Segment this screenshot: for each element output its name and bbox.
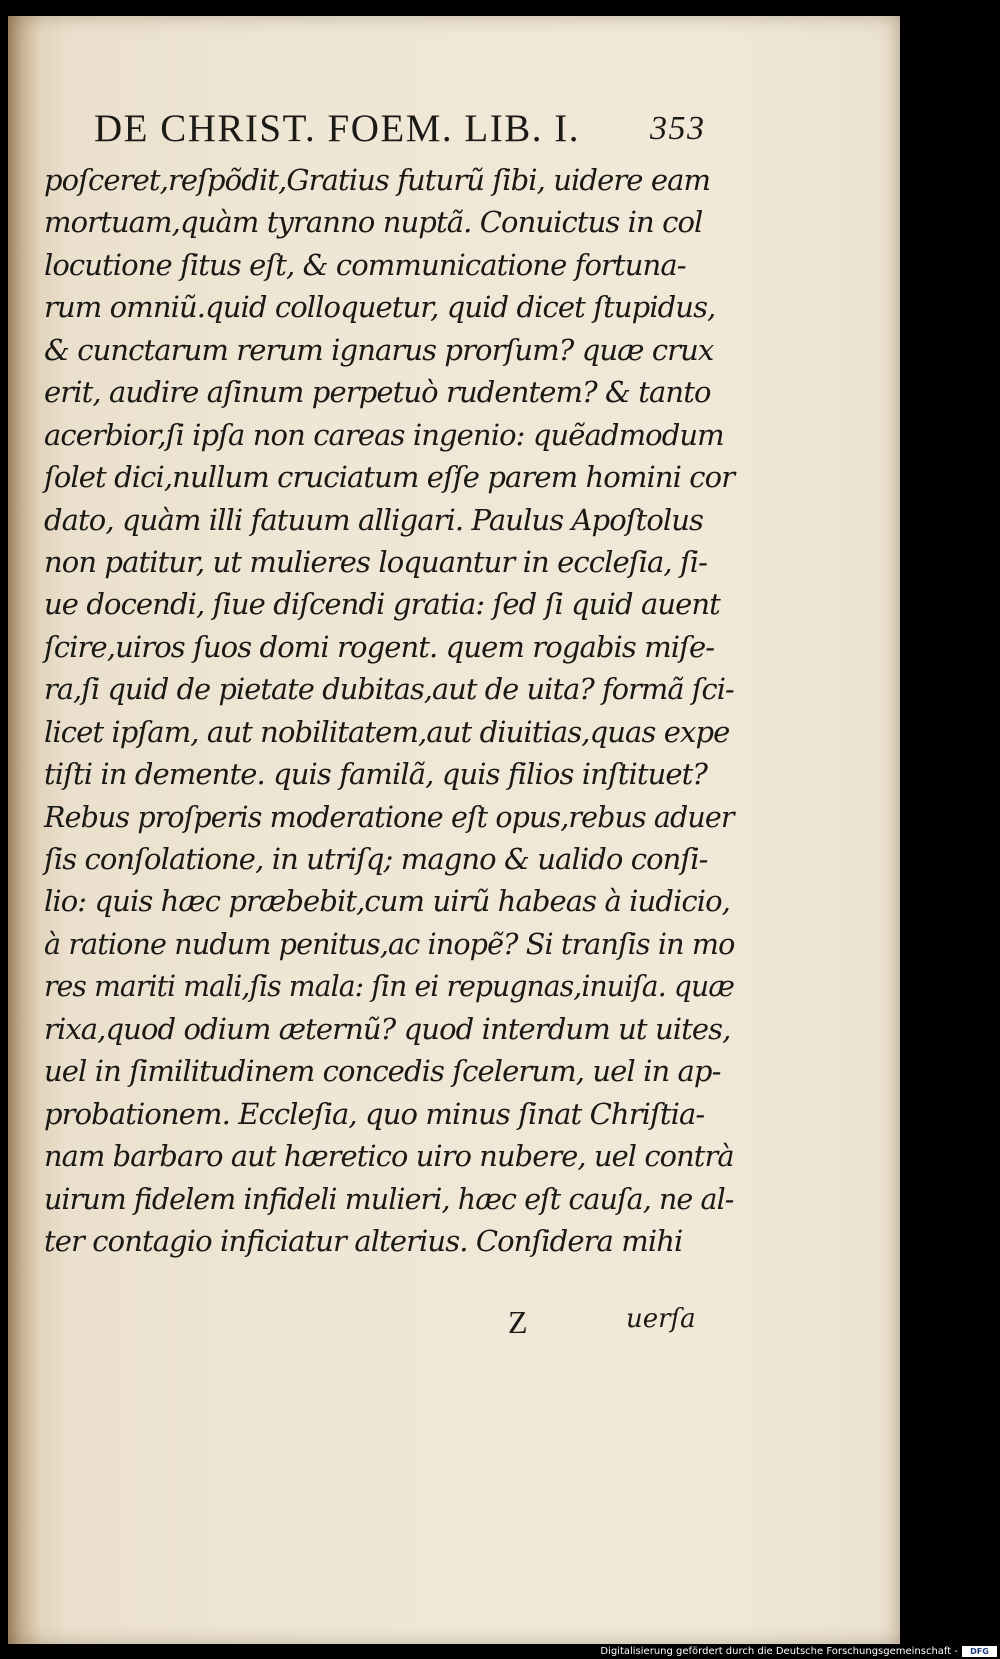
body-text [44, 159, 734, 1262]
text-line: Rebus proſperis moderatione eſt opus,rebus aduer [44, 799, 734, 834]
text-line: ſcire,uiros ſuos domi rogent. quem rogabis miſe- [44, 629, 715, 664]
running-title: DE CHRIST. FOEM. LIB. I. [94, 107, 580, 150]
text-line: uel in ſimilitudinem concedis ſcelerum, uel in ap- [44, 1054, 721, 1089]
text-line: acerbior,ſi ipſa non careas ingenio: quẽadmodum [44, 417, 724, 452]
signature-mark: Z [508, 1304, 528, 1340]
text-line: erit, audire aſinum perpetuò rudentem? & tanto [44, 375, 711, 410]
text-line: licet ipſam, aut nobilitatem,aut diuitias,quas expe [44, 714, 730, 749]
digitization-footer [0, 1644, 1000, 1659]
page-header [94, 106, 706, 156]
text-line: ue docendi, ſiue diſcendi gratia: ſed ſi quid auent [44, 587, 720, 622]
text-line: à ratione nudum penitus,ac inopẽ? Si tranſis in mo [44, 926, 735, 961]
text-line: ra,ſi quid de pietate dubitas,aut de uita? formã ſci- [44, 672, 734, 707]
text-line: rum omniũ.quid colloquetur, quid dicet ſtupidus, [44, 290, 716, 325]
text-line: mortuam,quàm tyranno nuptã. Conuictus in col [44, 205, 703, 240]
text-line: & cunctarum rerum ignarus prorſum? quæ crux [44, 332, 714, 367]
text-line: ſolet dici,nullum cruciatum eſſe parem homini cor [44, 460, 735, 495]
text-line: rixa,quod odium æternũ? quod interdum ut uites, [44, 1011, 731, 1046]
catchword: uerſa [626, 1304, 696, 1334]
text-line: uirum fidelem infideli mulieri, hæc eſt cauſa, ne al- [44, 1181, 734, 1216]
book-page [8, 16, 900, 1644]
text-line: probationem. Eccleſia, quo minus ſinat Chriſtia- [44, 1096, 705, 1131]
text-line: res mariti mali,ſis mala: ſin ei repugnas,inuiſa. quæ [44, 969, 734, 1004]
text-line: lio: quis hæc præbebit,cum uirũ habeas à iudicio, [44, 884, 730, 919]
text-line: ſis conſolatione, in utriſq; magno & ualido conſi- [44, 842, 708, 876]
text-line: non patitur, ut mulieres loquantur in eccleſia, ſi- [44, 544, 708, 579]
text-line: locutione ſitus eſt, & communicatione fortuna- [44, 247, 686, 282]
dfg-logo-icon: DFG [962, 1646, 997, 1657]
text-line: poſceret,reſpõdit,Gratius futurũ ſibi, uidere eam [44, 163, 711, 197]
funding-credit: Digitalisierung gefördert durch die Deutsche Forschungsgemeinschaft - [600, 1646, 958, 1657]
page-number: 353 [650, 110, 706, 147]
text-line: ter contagio inficiatur alterius. Conſidera mihi [44, 1223, 683, 1258]
text-line: tiſti in demente. quis familã, quis filios inſtituet? [44, 757, 708, 792]
text-line: dato, quàm illi fatuum alligari. Paulus Apoſtolus [44, 502, 704, 537]
text-line: nam barbaro aut hæretico uiro nubere, uel contrà [44, 1139, 734, 1174]
